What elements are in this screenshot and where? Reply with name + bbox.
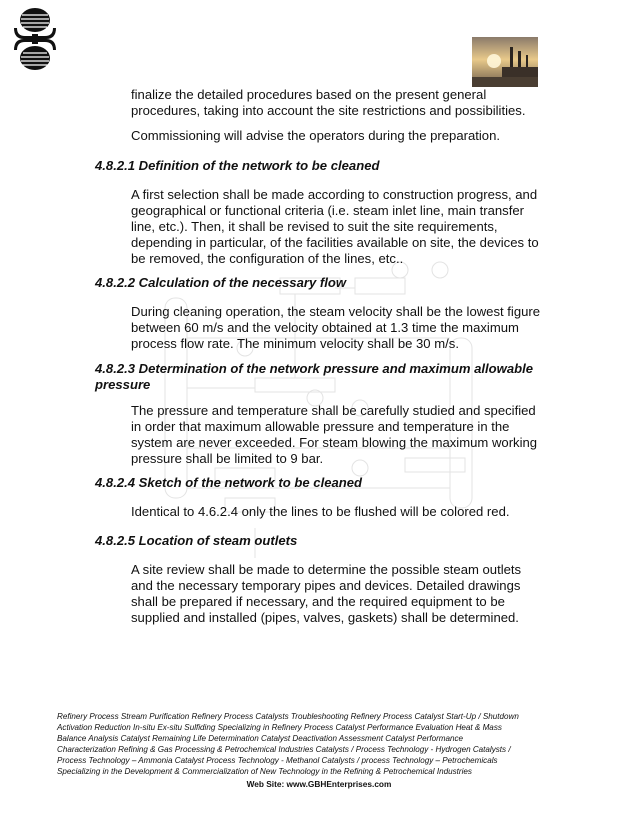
heading-4-8-2-4: 4.8.2.4 Sketch of the network to be cleaned	[95, 475, 363, 490]
footer-line: Specializing in the Development & Commercialization of New Technology in the Refining & Petrochemical Industries	[57, 767, 472, 777]
footer-line: Characterization Refining & Gas Processing & Petrochemical Industries Catalysts / Process Technology - Hydrogen Catalysts /	[57, 745, 511, 755]
footer-line: Process Technology – Ammonia Catalyst Process Technology - Methanol Catalysts / process Technology – Petrochemicals	[57, 756, 498, 766]
footer-line: Balance Analysis Catalyst Remaining Life Determination Catalyst Deactivation Assessment Catalyst Performance	[57, 734, 464, 744]
paragraph-steam-outlets: A site review shall be made to determine the possible steam outlets and the necessary temporary pipes and devices. Detailed drawings shall be prepared if necessary, and the required equipment to be supplied and installed (pipes, valves, gaskets) shall be determined.	[131, 562, 522, 625]
footer-keywords	[57, 711, 557, 778]
heading-4-8-2-3: 4.8.2.3 Determination of the network pressure and maximum allowable pressure	[95, 361, 534, 392]
paragraph-network-selection: A first selection shall be made according to construction progress, and geographical or functional criteria (i.e. steam inlet line, main transfer line, etc.). Then, it shall be revised to suit the site requirements, depending in particular, of the facilities available on site, the devices to be removed, the configuration of the lines, etc..	[131, 187, 539, 266]
paragraph-commissioning: Commissioning will advise the operators during the preparation.	[131, 128, 500, 143]
footer-website: Web Site: www.GBHEnterprises.com	[246, 779, 392, 789]
paragraph-sketch: Identical to 4.6.2.4 only the lines to be flushed will be colored red.	[131, 504, 510, 519]
company-logo	[12, 6, 58, 72]
paragraph-pressure-temperature: The pressure and temperature shall be carefully studied and specified in order that maximum allowable pressure and temperature in the system are never exceeded. For steam blowing the maximum working pressure shall be limited to 9 bar.	[131, 403, 538, 466]
footer-line: Refinery Process Stream Purification Refinery Process Catalysts Troubleshooting Refinery Process Catalyst Start-Up / Shutdown	[57, 712, 519, 721]
paragraph-steam-velocity: During cleaning operation, the steam velocity shall be the lowest figure between 60 m/s and the velocity obtained at 1.3 time the maximum process flow rate. The minimum velocity shall be 30 m/s.	[131, 304, 541, 351]
refinery-photo	[472, 37, 538, 87]
paragraph-procedures: finalize the detailed procedures based on the present general procedures, taking into account the site restrictions and possibilities.	[131, 87, 526, 118]
footer-line: Activation Reduction In-situ Ex-situ Sulfiding Specializing in Refinery Process Catalyst Performance Evaluation Heat & Mass	[57, 723, 502, 733]
heading-4-8-2-5: 4.8.2.5 Location of steam outlets	[95, 533, 298, 548]
heading-4-8-2-2: 4.8.2.2 Calculation of the necessary flow	[95, 275, 347, 290]
heading-4-8-2-1: 4.8.2.1 Definition of the network to be cleaned	[95, 158, 380, 173]
